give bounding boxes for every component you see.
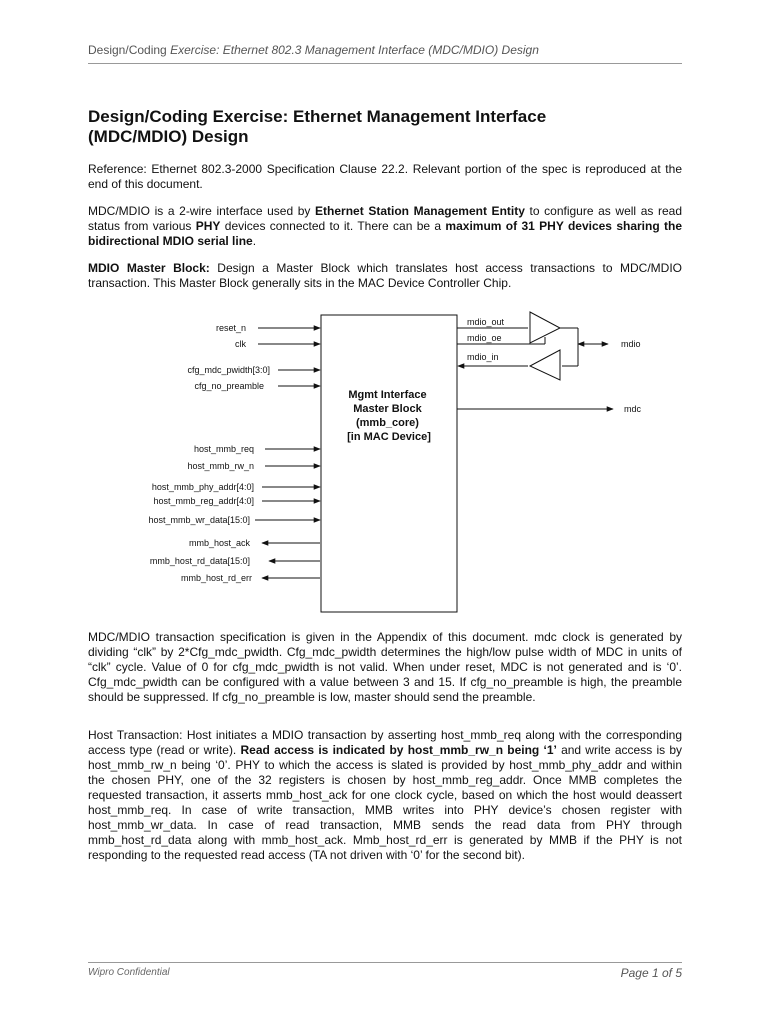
title-line-2: (MDC/MDIO) Design [88,127,249,146]
label-host-mmb-req: host_mmb_req [193,444,254,454]
intro-text-1: MDC/MDIO is a 2-wire interface used by [88,204,316,218]
label-mdio-oe: mdio_oe [467,333,502,343]
master-block-paragraph [88,261,682,291]
label-mmb-host-ack: mmb_host_ack [188,538,250,548]
intro-text-2: to configure as well as read status from various [88,204,683,233]
label-reset-n: reset_n [215,323,246,333]
document-title [88,107,682,147]
intro-paragraph [88,204,682,249]
label-host-mmb-reg-addr: host_mmb_reg_addr[4:0] [153,496,254,506]
master-text: Design a Master Block which translates host access transactions to MDC/MDIO transaction. This Master Block generally sits in the MAC Device Controller Chip. [88,261,683,290]
footer-rule [88,962,682,963]
intro-bold-1: Ethernet Station Management Entity [315,204,525,218]
label-mmb-host-rd-err: mmb_host_rd_err [180,573,252,583]
host-transaction-paragraph [88,728,682,863]
footer-confidential: Wipro Confidential [88,967,170,978]
host-bold: Read access is indicated by host_mmb_rw_n being ‘1’ [240,743,557,757]
header-rule [88,63,682,64]
intro-bold-3: maximum of 31 PHY devices sharing the bidirectional MDIO serial line [88,219,683,248]
label-clk: clk [235,339,246,349]
label-mdio: mdio [621,339,641,349]
label-mdc: mdc [624,404,642,414]
host-text-1: Host Transaction: Host initiates a MDIO transaction by asserting host_mmb_req along with the corresponding access type (read or write). [88,728,682,757]
label-cfg-no-preamble: cfg_no_preamble [194,381,264,391]
reference-paragraph: Reference: Ethernet 802.3-2000 Specification Clause 22.2. Relevant portion of the spec is reproduced at the end of this document. [88,162,682,191]
label-mdio-in: mdio_in [467,352,499,362]
title-line-1: Design/Coding Exercise: Ethernet Management Interface [88,107,547,126]
header-italic: Exercise: Ethernet 802.3 Management Interface (MDC/MDIO) Design [170,43,539,57]
mmb-block-diagram [0,300,768,630]
spec-paragraph: MDC/MDIO transaction specification is given in the Appendix of this document. mdc clock is generated by dividing “clk” by 2*Cfg_mdc_pwidth. Cfg_mdc_pwidth determines the high/low pulse width of MDC in units of “clk” cycle. Value of 0 for cfg_mdc_pwidth is not valid. When under reset, MDC is not generated and is ‘0’. Cfg_mdc_pwidth can be configured with a value between 3 and 15. If cfg_no_preamble is high, the preamble should be suppressed. If cfg_no_preamble is low, master should send the preamble. [88,630,682,704]
label-mmb-host-rd-data: mmb_host_rd_data[15:0] [149,556,250,566]
header-prefix: Design/Coding [88,43,171,57]
label-host-mmb-phy-addr: host_mmb_phy_addr[4:0] [151,482,254,492]
running-header [88,43,682,57]
host-text-2: and write access is by host_mmb_rw_n being ‘0’. PHY to which the access is slated is provided by host_mmb_phy_addr and within the chosen PHY, one of the 32 registers is chosen by host_mmb_reg_addr. Once MMB completes the requested transaction, it asserts mmb_host_ack for one clock cycle, based on which the host would deassert host_mmb_req. In case of write transaction, MMB writes into PHY device’s chosen register with host_mmb_wr_data. In case of read transaction, MMB sends the read data from PHY through mmb_host_rd_data along with mmb_host_ack. Mmb_host_rd_err is generated by MMB if the PHY is not responding to the requested read access (TA not driven with ‘0’ for the second bit). [88,743,683,862]
mdio-in-buffer [530,350,560,380]
intro-bold-2: PHY [195,219,221,233]
intro-text-4: . [252,234,257,248]
master-bold: MDIO Master Block: [88,261,210,275]
page-number: Page 1 of 5 [620,966,682,980]
label-cfg-mdc-pwidth: cfg_mdc_pwidth[3:0] [187,365,270,375]
intro-text-3: devices connected to it. There can be a [220,219,446,233]
block-label: Mgmt Interface Master Block (mmb_core) [in MAC Device] [347,389,431,443]
label-mdio-out: mdio_out [467,317,505,327]
label-host-mmb-rw-n: host_mmb_rw_n [187,461,254,471]
label-host-mmb-wr-data: host_mmb_wr_data[15:0] [148,515,250,525]
mmb-core-block [321,315,457,612]
